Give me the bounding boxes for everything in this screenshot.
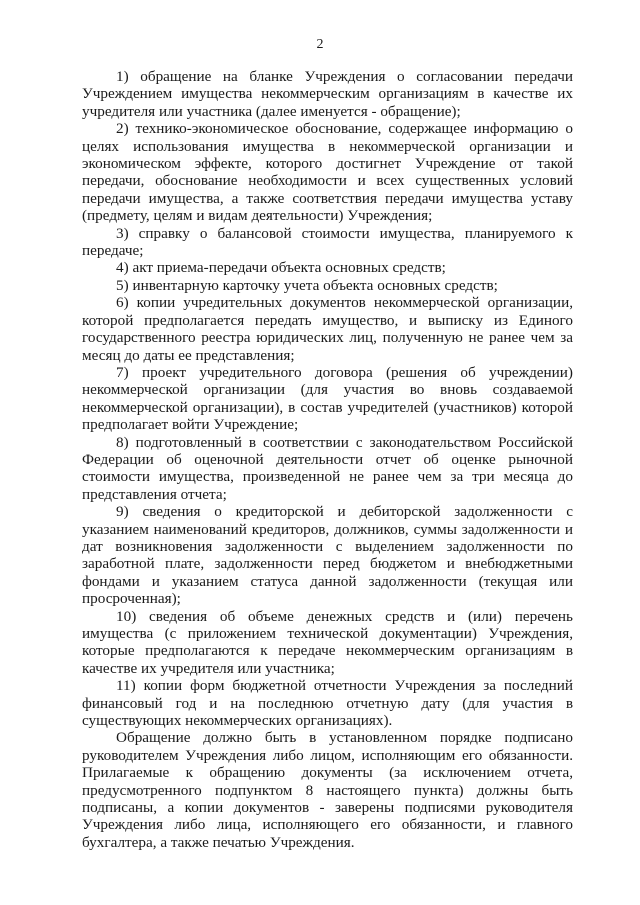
list-item-7: 7) проект учредительного договора (решения об учреждении) некоммерческой организации (для участия во вновь создаваемой некоммерческой организации), в состав учредителей (участников) которой предполагает войти Учреждение; bbox=[82, 363, 573, 434]
page-number: 2 bbox=[316, 37, 324, 52]
list-item-8: 8) подготовленный в соответствии с законодательством Российской Федерации об оценочной деятельности отчет об оценке рыночной стоимости имущества, произведенной не ранее чем за три месяца до представления отчета; bbox=[82, 433, 573, 503]
closing-paragraph: Обращение должно быть в установленном порядке подписано руководителем Учреждения либо лицом, исполняющим его обязанности. Прилагаемые к обращению документы (за исключением отчета, предусмотренного подпунктом 8 настоящего пункта) должны быть подписаны, а копии документов - заверены подписями руководителя Учреждения либо лица, исполняющего его обязанности, и главного бухгалтера, а также печатью Учреждения. bbox=[82, 729, 573, 851]
list-item-11: 11) копии форм бюджетной отчетности Учреждения за последний финансовый год и на последнюю отчетную дату (для участия в существующих некоммерческих организациях). bbox=[82, 677, 573, 730]
list-item-5: 5) инвентарную карточку учета объекта основных средств; bbox=[116, 276, 498, 294]
list-item-9: 9) сведения о кредиторской и дебиторской задолженности с указанием наименований кредиторов, должников, суммы задолженности и дат возникновения задолженности с выделением задолженности по заработной плате, задолженности перед бюджетом и внебюджетными фондами и указанием статуса данной задолженности (текущая или просроченная); bbox=[82, 503, 573, 608]
list-item-10: 10) сведения об объеме денежных средств и (или) перечень имущества (с приложением технической документации) Учреждения, которые предполагаются к передаче некоммерческим организациям в качестве их учредителя или участника; bbox=[82, 607, 573, 677]
list-item-6: 6) копии учредительных документов некоммерческой организации, которой предполагается передать имущество, и выписку из Единого государственного реестра юридических лиц, полученную не ранее чем за месяц до даты ее представления; bbox=[82, 294, 573, 364]
document-body bbox=[82, 68, 573, 851]
list-item-1: 1) обращение на бланке Учреждения о согласовании передачи Учреждением имущества некоммерческим организациям в качестве их учредителя или участника (далее именуется - обращение); bbox=[82, 68, 573, 120]
list-item-3: 3) справку о балансовой стоимости имущества, планируемого к передаче; bbox=[82, 224, 573, 260]
list-item-2: 2) технико-экономическое обоснование, содержащее информацию о целях использования имущества в некоммерческой организации и экономическом эффекте, которого достигнет Учреждение от такой передачи, обоснование необходимости и всех существенных условий передачи имущества, а также соответствия передачи имущества уставу (предмету, целям и видам деятельности) Учреждения; bbox=[82, 120, 573, 225]
list-item-4: 4) акт приема-передачи объекта основных средств; bbox=[116, 259, 446, 277]
